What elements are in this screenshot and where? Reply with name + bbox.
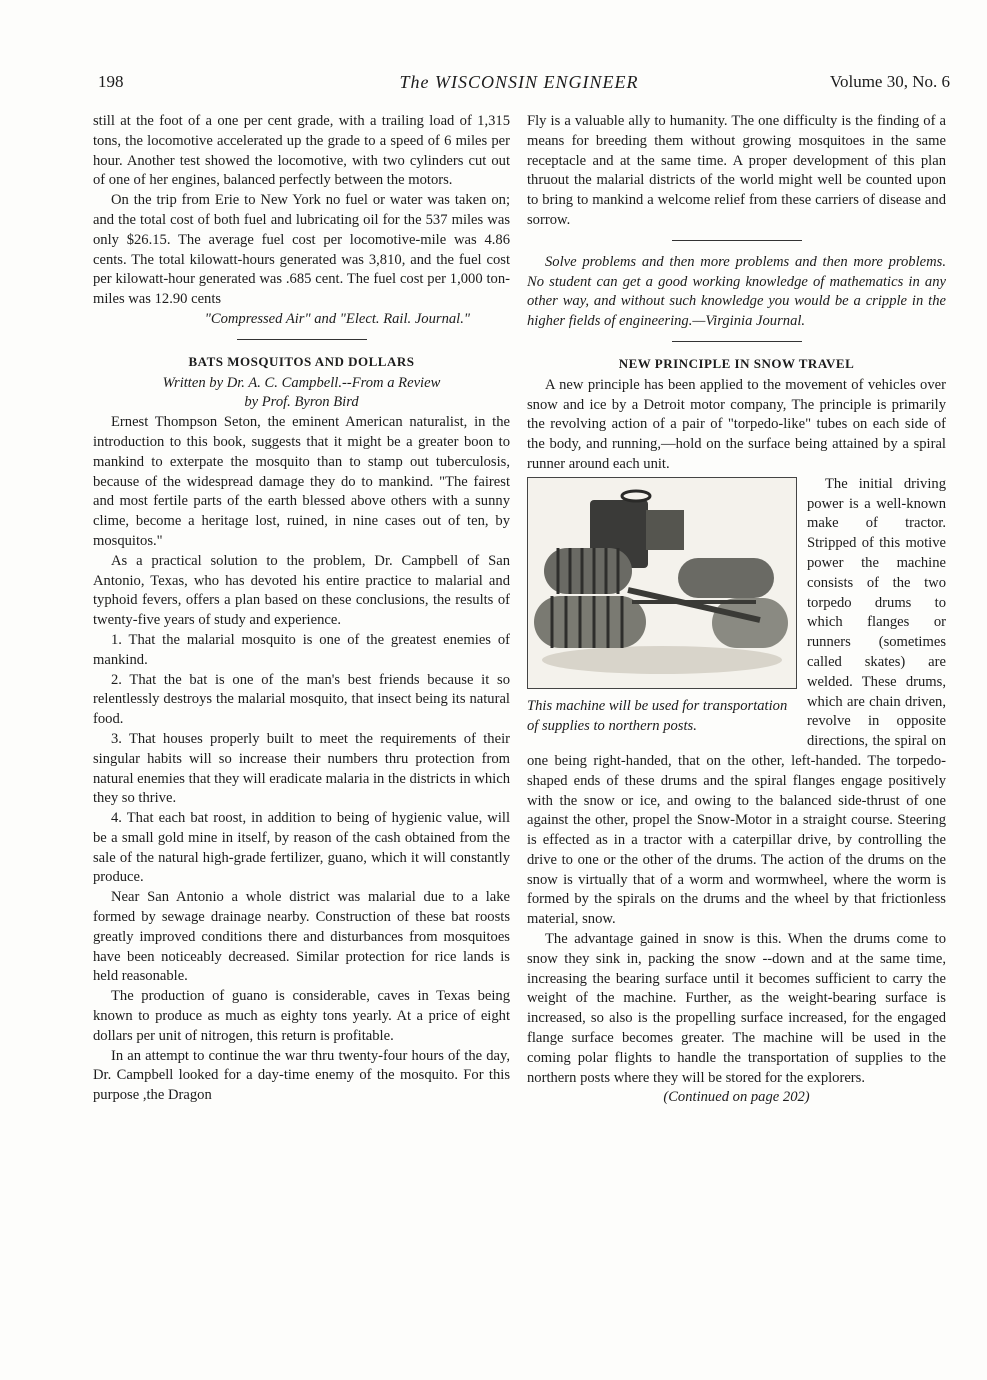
divider <box>672 341 802 342</box>
paragraph: A new principle has been applied to the movement of vehicles over snow and ice by a Detroit motor company, The principle is primarily the revolving action of a pair of "torpedo-like" tubes on each side of the body, and running,—hold on the surface being attained by a spiral runner around each unit. <box>527 376 946 472</box>
article-title: NEW PRINCIPLE IN SNOW TRAVEL <box>618 355 855 371</box>
source-citation: "Compressed Air" and "Elect. Rail. Journal." <box>204 310 470 327</box>
figure-caption: This machine will be used for transportation of supplies to northern posts. <box>527 697 788 734</box>
list-item: 1. That the malarial mosquito is one of the greatest enemies of mankind. <box>93 631 510 668</box>
journal-title: The WISCONSIN ENGINEER <box>399 72 639 92</box>
page-number: 198 <box>98 72 124 91</box>
paragraph: In an attempt to continue the war thru twenty-four hours of the day, Dr. Campbell looked for a day-time enemy of the mosquito. For this purpose ,the Dragon <box>93 1047 510 1104</box>
figure <box>527 477 801 737</box>
divider <box>672 240 802 241</box>
paragraph: Near San Antonio a whole district was malarial due to a lake formed by sewage drainage nearby. Construction of these bat roosts greatly improved conditions there and disturbances from mosquitoes have been noticeably decreased. Similar protection for rice lands is held reasonable. <box>93 889 510 985</box>
continued-note: (Continued on page 202) <box>663 1089 810 1106</box>
paragraph: still at the foot of a one per cent grade, with a trailing load of 1,315 tons, the locomotive accelerated up the grade to a speed of 6 miles per hour. Another test showed the locomotive, with two cylinders cut out of one of her engines, balanced perfectly between the motors. <box>93 113 510 189</box>
left-column <box>93 112 510 1106</box>
snow-motor-image <box>528 478 796 688</box>
paragraph: The initial driving power is a well-known make of tractor. Stripped of this motive power the machine consists of the two torpedo drums to which flanges or runners (sometimes called skates) are welded. These drums, which are chain driven, revolve in opposite directions, the spiral on one being right-handed, that on the other, left-handed. The torpedo-shaped ends of these drums and the spiral flanges engage positively with the snow or ice, and owing to the balanced side-thrust of one against the other, propel the Snow-Motor in a straight course. Steering is effected as in a tractor with a caterpillar drive, by controlling the drive to one or the other of the drums. The action of the drums on the snow is virtually that of a worm and wormwheel, where the worm is formed by the spirals on the drums and the wheel by that frictionless material, snow. <box>527 475 946 928</box>
list-item: 4. That each bat roost, in addition to being of hygienic value, will be a small gold mine in itself, by reason of the cash obtained from the sale of the natural high-grade fertilizer, guano, which it will constantly produce. <box>93 810 510 886</box>
article-title: BATS MOSQUITOS AND DOLLARS <box>188 353 415 369</box>
paragraph: On the trip from Erie to New York no fuel or water was taken on; and the total cost of both fuel and lubricating oil for the 537 miles was only $26.15. The average fuel cost per locomotive-mile was 4.86 cents. The total kilowatt-hours generated was 3,810, and the fuel cost per kilowatt-hour generated was .685 cent. The fuel cost per 1,000 ton-miles was 12.90 cents <box>93 192 510 308</box>
paragraph: The production of guano is considerable, caves in Texas being known to produce as much as eighty tons yearly. At a price of eight dollars per unit of nitrogen, this return is profitable. <box>93 988 510 1044</box>
paragraph: As a practical solution to the problem, Dr. Campbell of San Antonio, Texas, who has devoted his entire practice to malarial and typhoid fevers, offers a plan based on these conclusions, the results of twenty-five years of study and experience. <box>93 552 510 629</box>
quote: Solve problems and then more problems and then more problems. No student can get a good working knowledge of mathematics in any other way, and without such knowledge you would be a cripple in the higher fields of engineering.—Virginia Journal. <box>527 253 946 330</box>
byline: by Prof. Byron Bird <box>244 394 359 411</box>
divider <box>237 339 367 340</box>
volume-label: Volume 30, No. 6 <box>829 72 950 91</box>
paragraph: Ernest Thompson Seton, the eminent American naturalist, in the introduction to this book, suggests that it might be a greater boon to mankind to exterpate the mosquito than to stamp out tuberculosis, because of the widespread damage they do to mankind. "The fairest and most fertile parts of the earth blessed above others with a sunny clime, become a heritage lost, ruined, in nine cases out of ten, by mosquitos." <box>93 414 510 549</box>
right-column <box>527 112 946 1108</box>
paragraph: The advantage gained in snow is this. When the drums come to snow they sink in, packing the snow --down and at the same time, increasing the bearing surface until it becomes sufficient to carry the weight of the machine. Further, as the weight-bearing surface is increased, so also is the propelling surface increased, for the engaged flange surface becomes greater. The machine will be used in the coming polar flights to handle the transportation of supplies to the northern posts where they will be stored for the explorers. <box>527 931 946 1086</box>
snow-motor-photo <box>527 477 797 689</box>
page-header <box>88 72 950 100</box>
list-item: 2. That the bat is one of the man's best friends because it so relentlessly destroys the malarial mosquito, that insect being its natural food. <box>93 671 510 728</box>
paragraph: Fly is a valuable ally to humanity. The one difficulty is the finding of a means for breeding them without growing mosquitoes in the same receptacle and at the same time. A proper development of this plan thruout the malarial districts of the world might well be counted upon to bring to mankind a welcome relief from these carriers of disease and sorrow. <box>527 113 946 228</box>
byline: Written by Dr. A. C. Campbell.--From a Review <box>162 374 441 391</box>
list-item: 3. That houses properly built to meet the requirements of their singular habits will so increase their numbers thru protection from natural enemies that they will eradicate malaria in the districts in which they so thrive. <box>93 730 510 807</box>
